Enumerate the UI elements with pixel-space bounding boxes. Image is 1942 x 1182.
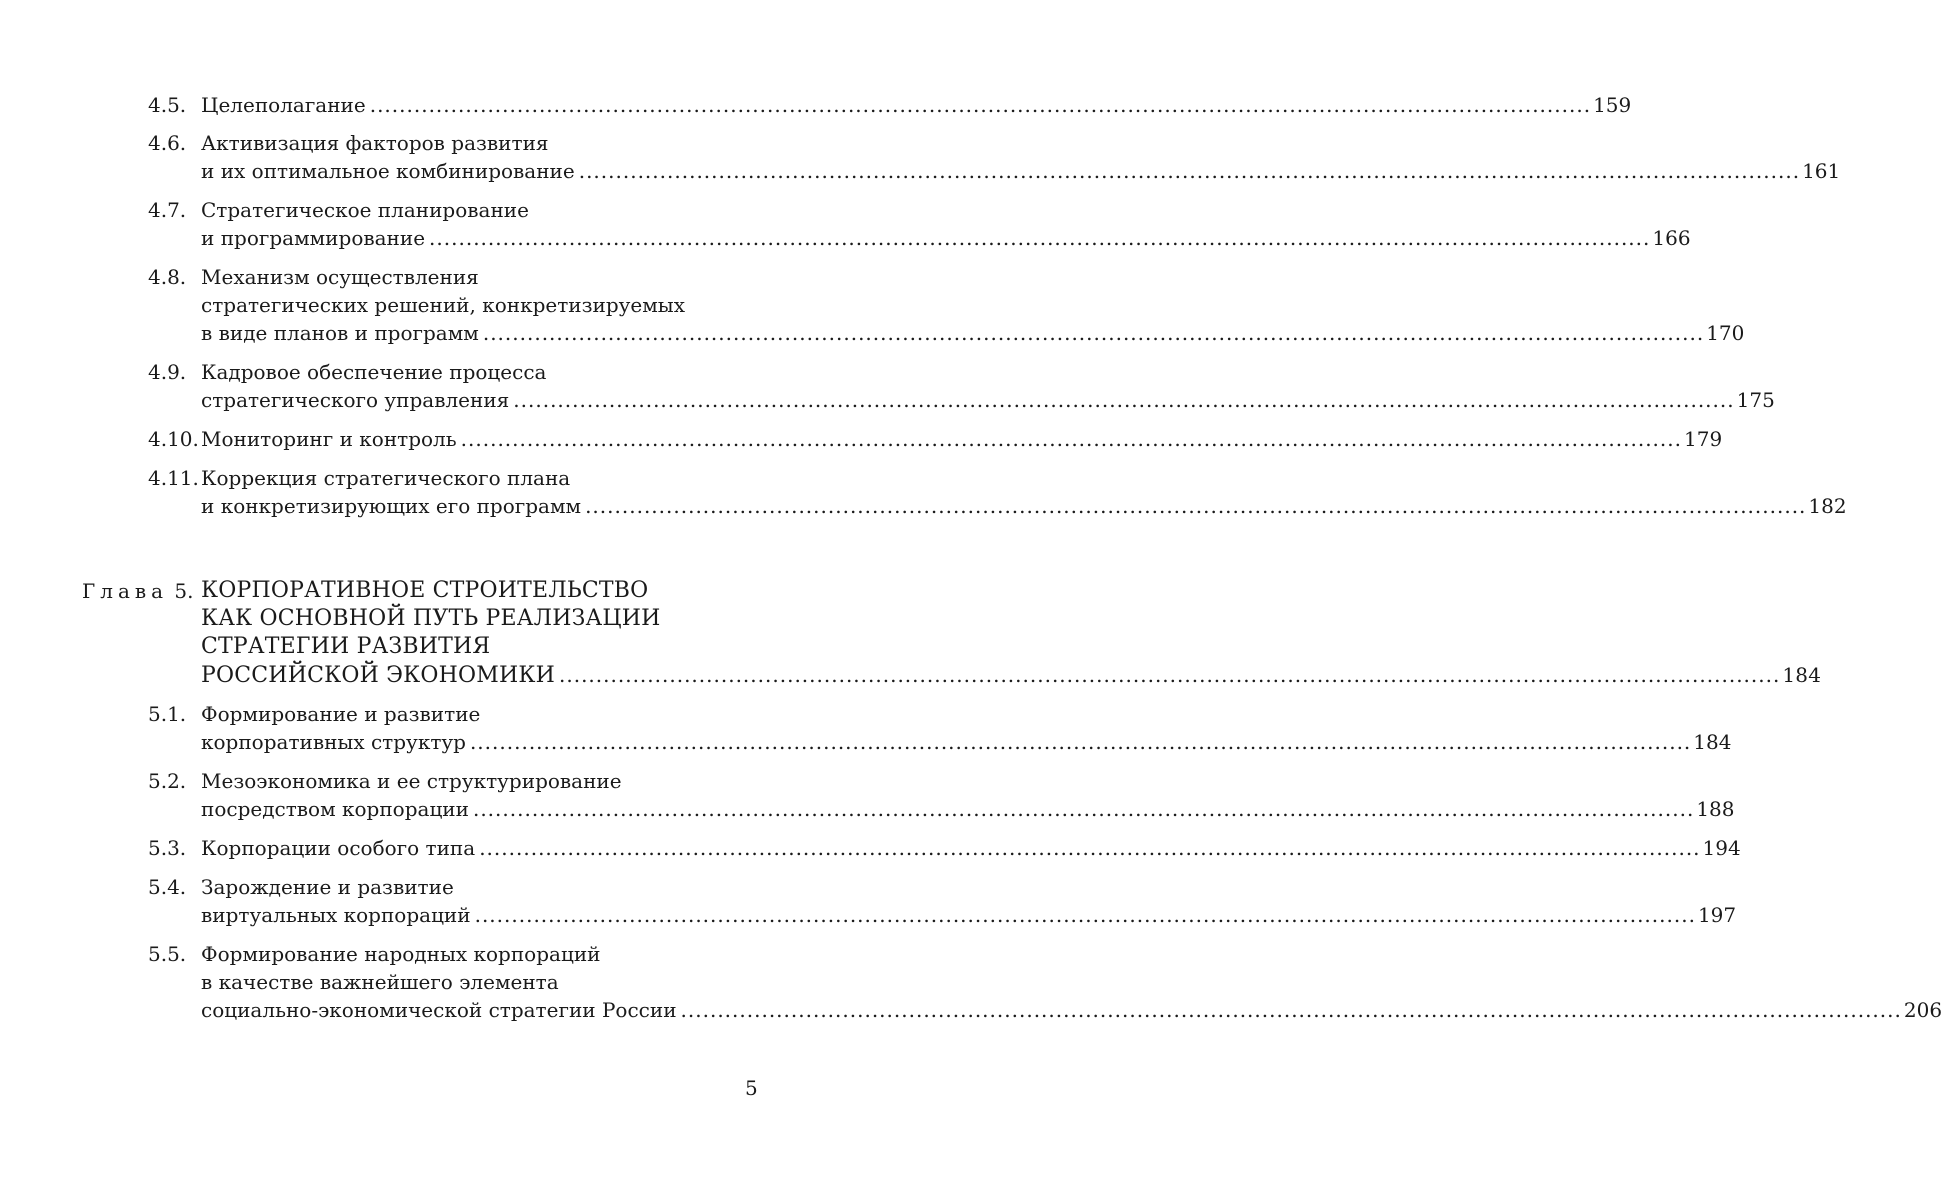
entry-title: Корпорации особого типа	[201, 836, 476, 860]
dot-leader: ......................................................................................................................................................................	[482, 321, 1705, 345]
entry-page: 159	[1593, 93, 1632, 117]
entry-page: 194	[1702, 836, 1741, 860]
entry-title-line: посредством корпорации	[201, 797, 469, 821]
entry-title-line: Коррекция стратегического плана	[201, 466, 571, 490]
entry-title-line: Формирование народных корпораций	[201, 942, 601, 966]
entry-title: Мониторинг и контроль	[201, 427, 457, 451]
entry-title-line: социально-экономической стратегии России	[201, 998, 677, 1022]
entry-title-line: Мезоэкономика и ее структурирование	[201, 769, 622, 793]
dot-leader: ......................................................................................................................................................................	[559, 663, 1781, 687]
entry-number: 4.5.	[148, 93, 187, 117]
dot-leader: ......................................................................................................................................................................	[479, 836, 1701, 860]
entry-page: 170	[1706, 321, 1745, 345]
entry-title-line: Зарождение и развитие	[201, 875, 454, 899]
entry-page: 166	[1652, 226, 1691, 250]
entry-page: 182	[1808, 494, 1847, 518]
entry-title-line: стратегического управления	[201, 388, 510, 412]
chapter-label: Глава 5.	[82, 579, 194, 603]
entry-page: 161	[1802, 159, 1841, 183]
dot-leader: ......................................................................................................................................................................	[585, 494, 1807, 518]
entry-page: 175	[1736, 388, 1775, 412]
entry-page: 206	[1903, 998, 1942, 1022]
entry-title-line: в качестве важнейшего элемента	[201, 970, 559, 994]
chapter-title-line: РОССИЙСКОЙ ЭКОНОМИКИ	[201, 663, 555, 688]
chapter-title-line: КАК ОСНОВНОЙ ПУТЬ РЕАЛИЗАЦИИ	[201, 606, 661, 631]
dot-leader: ......................................................................................................................................................................	[513, 388, 1735, 412]
entry-title-line: и конкретизирующих его программ	[201, 494, 582, 518]
entry-title-line: и их оптимальное комбинирование	[201, 159, 575, 183]
entry-title-line: в виде планов и программ	[201, 321, 479, 345]
entry-title-line: виртуальных корпораций	[201, 903, 471, 927]
chapter-title-line: СТРАТЕГИИ РАЗВИТИЯ	[201, 634, 491, 659]
dot-leader: ......................................................................................................................................................................	[369, 93, 1592, 117]
entry-number: 4.8.	[148, 265, 187, 289]
entry-page: 188	[1696, 797, 1735, 821]
dot-leader: ......................................................................................................................................................................	[474, 903, 1696, 927]
page-number: 5	[745, 1076, 758, 1100]
entry-number: 4.9.	[148, 360, 187, 384]
entry-title-line: Кадровое обеспечение процесса	[201, 360, 547, 384]
entry-number: 4.6.	[148, 131, 187, 155]
entry-page: 197	[1697, 903, 1737, 927]
entry-title-line: Стратегическое планирование	[201, 198, 529, 222]
entry-number: 5.3.	[148, 836, 187, 860]
entry-title-line: Формирование и развитие	[201, 702, 481, 726]
dot-leader: ......................................................................................................................................................................	[578, 159, 1801, 183]
entry-number: 5.2.	[148, 769, 187, 793]
entry-number: 4.7.	[148, 198, 187, 222]
chapter-page: 184	[1782, 663, 1822, 687]
dot-leader: ......................................................................................................................................................................	[429, 226, 1651, 250]
entry-page: 179	[1684, 427, 1723, 451]
entry-title-line: Механизм осуществления	[201, 265, 479, 289]
entry-number: 4.10.	[148, 427, 199, 451]
entry-number: 5.1.	[148, 702, 187, 726]
entry-title: Целеполагание	[201, 93, 366, 117]
chapter-title-line: КОРПОРАТИВНОЕ СТРОИТЕЛЬСТВО	[201, 578, 649, 603]
entry-number: 5.5.	[148, 942, 187, 966]
dot-leader: ......................................................................................................................................................................	[680, 998, 1902, 1022]
entry-number: 5.4.	[148, 875, 187, 899]
dot-leader: ......................................................................................................................................................................	[472, 797, 1695, 821]
entry-title-line: корпоративных структур	[201, 730, 466, 754]
dot-leader: ......................................................................................................................................................................	[460, 427, 1682, 451]
entry-page: 184	[1693, 730, 1732, 754]
entry-number: 4.11.	[148, 466, 199, 490]
entry-title-line: и программирование	[201, 226, 426, 250]
entry-title-line: Активизация факторов развития	[201, 131, 549, 155]
entry-title-line: стратегических решений, конкретизируемых	[201, 293, 686, 317]
dot-leader: ......................................................................................................................................................................	[469, 730, 1692, 754]
